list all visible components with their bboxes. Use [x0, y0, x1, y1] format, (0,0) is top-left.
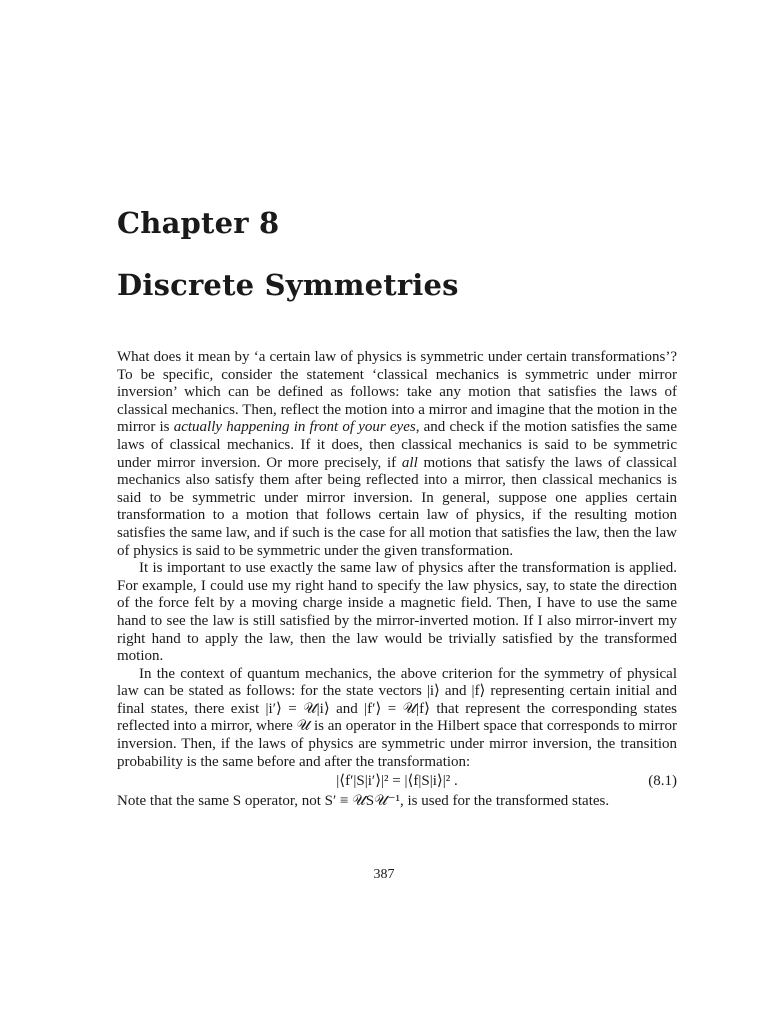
equation-8-1	[117, 771, 677, 793]
paragraph-1-text-a: What does it mean by ‘a certain law of physics is symmetric under certain transformations’? To be specific, consider the statement ‘classical mechanics is symmetric under mirror inversion’ which can be defined as follows: take any motion that satisfies the laws of classical mechanics. Then, reflect the motion into a mirror and imagine that the motion in the mirror is	[117, 349, 677, 436]
paragraph-1-emphasis-a: actually happening in front of your eyes	[173, 419, 416, 436]
equation-body: |⟨f′|S|i′⟩|² = |⟨f|S|i⟩|² .	[336, 773, 458, 790]
paragraph-3: In the context of quantum mechanics, the above criterion for the symmetry of physical law can be stated as follows: for the state vectors |i⟩ and |f⟩ representing certain initial and final states, there exist |i′⟩ = 𝒰|i⟩ and |f′⟩ = 𝒰|f⟩ that represent the corresponding states reflected into a mirror, where 𝒰 is an operator in the Hilbert space that corresponds to mirror inversion. Then, if the laws of physics are symmetric under mirror inversion, the transition probability is the same before and after the transformation:	[117, 665, 677, 770]
paragraph-1	[117, 349, 677, 560]
paragraph-1-text-b: , and check if the motion satisfies the same laws of classical mechanics. If it does, then classical mechanics is said to be symmetric under mirror inversion. Or more precisely, if	[117, 419, 678, 471]
page-number: 387	[373, 867, 395, 882]
chapter-title: Discrete Symmetries	[117, 268, 459, 302]
chapter-body	[117, 349, 677, 811]
equation-number: (8.1)	[648, 773, 677, 790]
chapter-label: Chapter 8	[117, 206, 280, 240]
paragraph-2: It is important to use exactly the same law of physics after the transformation is applied. For example, I could use my right hand to specify the law physics, say, to state the direction of the force felt by a moving charge inside a magnetic field. Then, I have to use the same hand to see the law is still satisfied by the mirror-inverted motion. If I also mirror-invert my right hand to apply the law, then the law would be trivially satisfied by the transformed motion.	[117, 560, 677, 665]
paragraph-1-emphasis-b: all	[401, 454, 418, 471]
paragraph-4: Note that the same S operator, not S′ ≡ 𝒰S𝒰⁻¹, is used for the transformed states.	[117, 793, 610, 810]
paragraph-1-text-c: motions that satisfy the laws of classical mechanics also satisfy them after being reflected into a mirror, then classical mechanics is said to be symmetric under mirror inversion. In general, suppose one applies certain transformation to a motion that follows certain law of physics, if the resulting motion satisfies the same law, and if such is the case for all motion that satisfies the law, then the law of physics is said to be symmetric under the given transformation.	[117, 454, 677, 559]
